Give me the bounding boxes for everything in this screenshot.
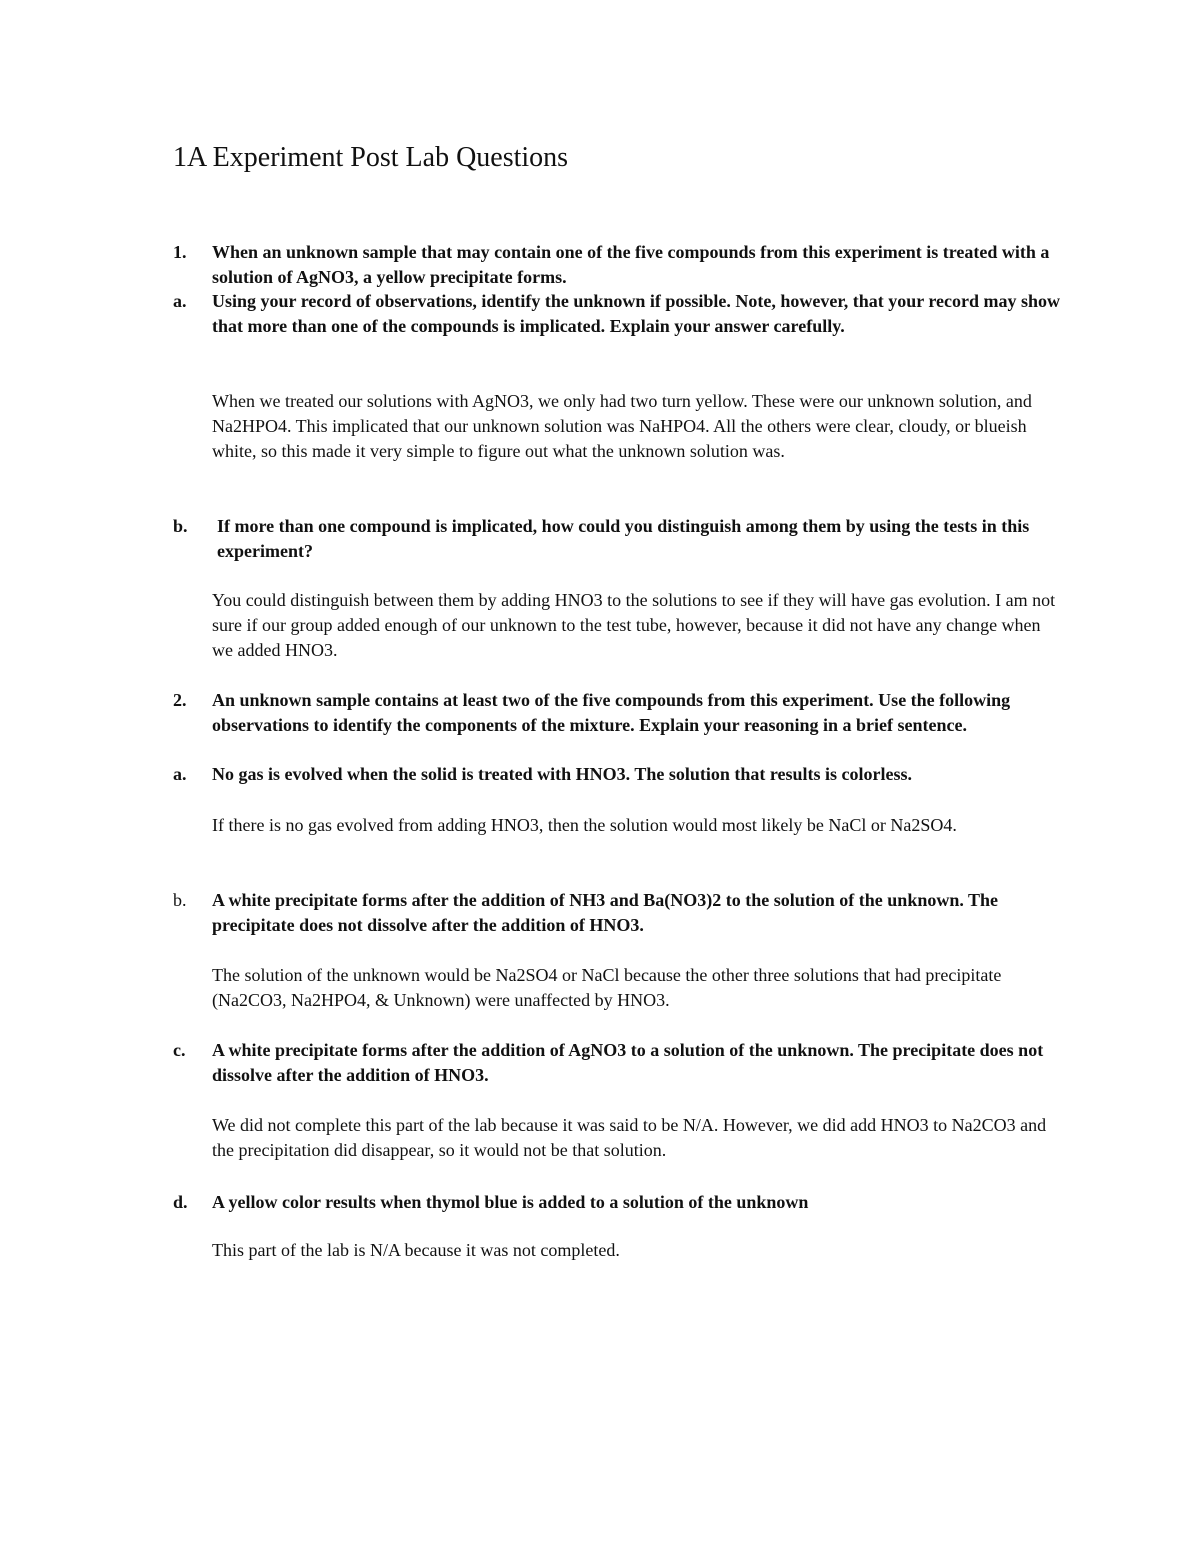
question-2b-text: A white precipitate forms after the addition of NH3 and Ba(NO3)2 to the solution of the unknown. The precipitate does not dissolve after the addition of HNO3.: [212, 890, 999, 935]
question-1a-text: Using your record of observations, identify the unknown if possible. Note, however, that your record may show that more than one of the compounds is implicated. Explain your answer carefully.: [212, 291, 1061, 336]
question-2-text: An unknown sample contains at least two of the five compounds from this experiment. Use the following observations to identify the components of the mixture. Explain your reasoning in a brief sentence.: [212, 690, 1011, 735]
answer-1a: When we treated our solutions with AgNO3, we only had two turn yellow. These were our unknown solution, and Na2HPO4. This implicated that our unknown solution was NaHPO4. All the others were clear, cloudy, or blueish white, so this made it very simple to figure out what the unknown solution was.: [212, 391, 1032, 461]
answer-1b: You could distinguish between them by adding HNO3 to the solutions to see if they will have gas evolution. I am not sure if our group added enough of our unknown to the test tube, however, because it did not have any change when we added HNO3.: [212, 590, 1056, 660]
question-2c-marker: c.: [173, 1040, 186, 1060]
document-title: 1A Experiment Post Lab Questions: [173, 142, 569, 173]
question-1b-text: If more than one compound is implicated, how could you distinguish among them by using the tests in this experiment?: [217, 516, 1030, 561]
answer-2a: If there is no gas evolved from adding HNO3, then the solution would most likely be NaCl or Na2SO4.: [212, 815, 957, 835]
question-1-text: When an unknown sample that may contain one of the five compounds from this experiment is treated with a solution of AgNO3, a yellow precipitate forms.: [212, 242, 1050, 287]
question-2d-marker: d.: [173, 1192, 188, 1212]
question-1a-marker: a.: [173, 291, 187, 311]
question-2a-marker: a.: [173, 764, 187, 784]
question-1b-marker: b.: [173, 516, 188, 536]
question-2d-text: A yellow color results when thymol blue is added to a solution of the unknown: [212, 1192, 809, 1212]
answer-2d: This part of the lab is N/A because it was not completed.: [212, 1240, 620, 1260]
question-2b-marker: b.: [173, 890, 187, 910]
answer-2c: We did not complete this part of the lab because it was said to be N/A. However, we did add HNO3 to Na2CO3 and the precipitation did disappear, so it would not be that solution.: [212, 1115, 1047, 1160]
answer-2b: The solution of the unknown would be Na2SO4 or NaCl because the other three solutions that had precipitate (Na2CO3, Na2HPO4, & Unknown) were unaffected by HNO3.: [212, 965, 1002, 1010]
question-2a-text: No gas is evolved when the solid is treated with HNO3. The solution that results is colorless.: [212, 764, 913, 784]
question-2-number: 2.: [173, 690, 187, 710]
question-2c-text: A white precipitate forms after the addition of AgNO3 to a solution of the unknown. The precipitate does not dissolve after the addition of HNO3.: [212, 1040, 1044, 1085]
question-1-number: 1.: [173, 242, 187, 262]
